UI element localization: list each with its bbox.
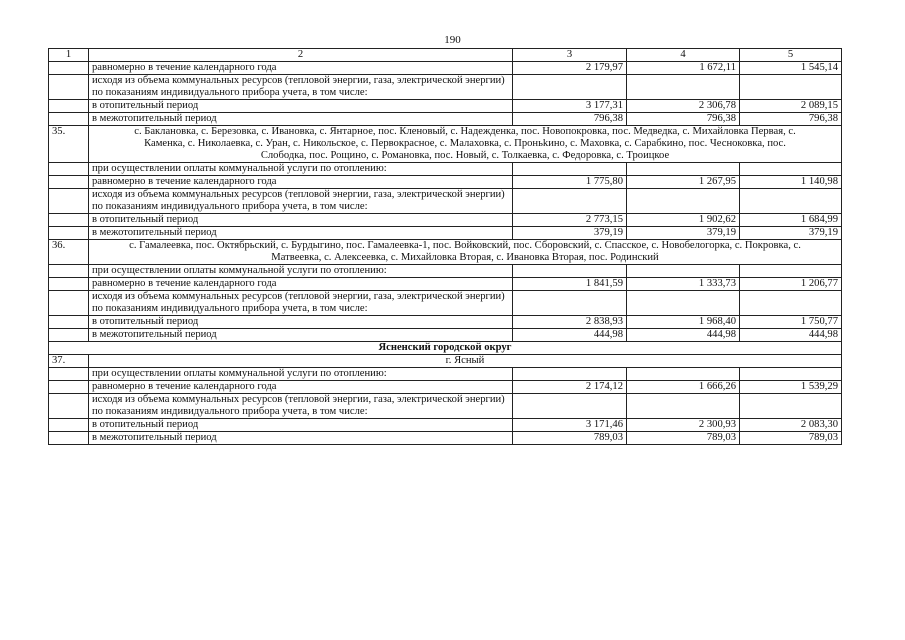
row-label: в межотопительный период <box>89 432 513 445</box>
value-cell: 1 841,59 <box>513 278 627 291</box>
table-row <box>49 432 842 445</box>
value-cell: 1 902,62 <box>627 214 740 227</box>
value-cell: 379,19 <box>513 227 627 240</box>
value-cell <box>513 265 627 278</box>
value-cell <box>513 163 627 176</box>
index-cell <box>49 227 89 240</box>
index-cell <box>49 329 89 342</box>
column-header: 4 <box>627 49 740 62</box>
value-cell: 1 968,40 <box>627 316 740 329</box>
district-heading-row <box>49 342 842 355</box>
value-cell: 3 177,31 <box>513 100 627 113</box>
table-header-row <box>49 49 842 62</box>
value-cell <box>513 368 627 381</box>
value-cell <box>740 291 842 316</box>
value-cell <box>513 189 627 214</box>
value-cell <box>740 265 842 278</box>
table-row <box>49 227 842 240</box>
row-label: при осуществлении оплаты коммунальной услуги по отоплению: <box>89 265 513 278</box>
index-cell <box>49 265 89 278</box>
value-cell <box>740 75 842 100</box>
table-row <box>49 316 842 329</box>
settlement-list: г. Ясный <box>89 355 842 368</box>
value-cell <box>513 291 627 316</box>
row-label: при осуществлении оплаты коммунальной услуги по отоплению: <box>89 368 513 381</box>
index-cell <box>49 419 89 432</box>
value-cell <box>740 394 842 419</box>
value-cell <box>627 291 740 316</box>
settlement-list: с. Гамалеевка, пос. Октябрьский, с. Бурдыгино, пос. Гамалеевка-1, пос. Войковский, пос. Сборовский, с. Спасское, с. Новобелогорка, с. Покровка, с. Матвеевка, с. Алексеевка, с. Михайловка Вторая, с. Ивановка Вторая, пос. Родинский <box>89 240 842 265</box>
index-cell <box>49 278 89 291</box>
index-cell <box>49 100 89 113</box>
index-cell <box>49 368 89 381</box>
value-cell <box>513 75 627 100</box>
row-label: в отопительный период <box>89 316 513 329</box>
table-row <box>49 75 842 100</box>
index-cell <box>49 381 89 394</box>
column-header: 3 <box>513 49 627 62</box>
value-cell: 1 672,11 <box>627 62 740 75</box>
column-header: 5 <box>740 49 842 62</box>
index-cell <box>49 75 89 100</box>
row-label: равномерно в течение календарного года <box>89 381 513 394</box>
index-cell <box>49 189 89 214</box>
column-header: 1 <box>49 49 89 62</box>
value-cell: 1 775,80 <box>513 176 627 189</box>
row-label: равномерно в течение календарного года <box>89 278 513 291</box>
row-number: 37. <box>49 355 89 368</box>
value-cell <box>627 368 740 381</box>
table-row <box>49 176 842 189</box>
value-cell: 1 539,29 <box>740 381 842 394</box>
row-label: в отопительный период <box>89 214 513 227</box>
tariff-table <box>48 48 842 445</box>
table-row <box>49 419 842 432</box>
value-cell: 2 838,93 <box>513 316 627 329</box>
table-row <box>49 113 842 126</box>
index-cell <box>49 113 89 126</box>
district-heading: Ясненский городской округ <box>49 342 842 355</box>
value-cell: 789,03 <box>627 432 740 445</box>
value-cell <box>740 163 842 176</box>
table-row <box>49 100 842 113</box>
value-cell: 2 300,93 <box>627 419 740 432</box>
value-cell: 2 083,30 <box>740 419 842 432</box>
index-cell <box>49 176 89 189</box>
row-label: исходя из объема коммунальных ресурсов (тепловой энергии, газа, электрической энергии) по показаниям индивидуального прибора учета, в том числе: <box>89 75 513 100</box>
value-cell: 789,03 <box>513 432 627 445</box>
index-cell <box>49 394 89 419</box>
row-label: при осуществлении оплаты коммунальной услуги по отоплению: <box>89 163 513 176</box>
table-row <box>49 163 842 176</box>
value-cell: 1 750,77 <box>740 316 842 329</box>
table-row <box>49 278 842 291</box>
column-header: 2 <box>89 49 513 62</box>
value-cell: 1 333,73 <box>627 278 740 291</box>
row-label: исходя из объема коммунальных ресурсов (тепловой энергии, газа, электрической энергии) по показаниям индивидуального прибора учета, в том числе: <box>89 394 513 419</box>
table-row <box>49 394 842 419</box>
value-cell: 1 684,99 <box>740 214 842 227</box>
value-cell: 444,98 <box>513 329 627 342</box>
row-label: равномерно в течение календарного года <box>89 62 513 75</box>
value-cell: 1 666,26 <box>627 381 740 394</box>
value-cell <box>627 163 740 176</box>
table-row <box>49 329 842 342</box>
value-cell: 379,19 <box>740 227 842 240</box>
value-cell: 3 171,46 <box>513 419 627 432</box>
value-cell: 1 267,95 <box>627 176 740 189</box>
value-cell: 796,38 <box>513 113 627 126</box>
value-cell: 789,03 <box>740 432 842 445</box>
row-number: 36. <box>49 240 89 265</box>
index-cell <box>49 291 89 316</box>
table-row <box>49 189 842 214</box>
row-label: в отопительный период <box>89 100 513 113</box>
settlement-row <box>49 355 842 368</box>
value-cell <box>513 394 627 419</box>
value-cell: 796,38 <box>740 113 842 126</box>
settlement-list: с. Баклановка, с. Березовка, с. Ивановка, с. Янтарное, пос. Кленовый, с. Надежденка, пос. Новопокровка, пос. Медведка, с. Михайловка Первая, с. Каменка, с. Николаевка, с. Уран, с. Никольское, с. Первокрасное, с. Малаховка, с. Проньkино, с. Маховка, с. Сарабкино, пос. Чесноковка, пос. Слободка, пос. Рощино, с. Романовка, пос. Новый, с. Толкаевка, с. Федоровка, с. Троицкое <box>89 126 842 163</box>
row-label: исходя из объема коммунальных ресурсов (тепловой энергии, газа, электрической энергии) по показаниям индивидуального прибора учета, в том числе: <box>89 291 513 316</box>
row-label: в отопительный период <box>89 419 513 432</box>
table-row <box>49 368 842 381</box>
value-cell <box>740 368 842 381</box>
index-cell <box>49 163 89 176</box>
table-row <box>49 214 842 227</box>
row-label: равномерно в течение календарного года <box>89 176 513 189</box>
value-cell: 1 545,14 <box>740 62 842 75</box>
value-cell: 444,98 <box>627 329 740 342</box>
row-number: 35. <box>49 126 89 163</box>
value-cell: 2 089,15 <box>740 100 842 113</box>
table-row <box>49 381 842 394</box>
value-cell: 1 206,77 <box>740 278 842 291</box>
index-cell <box>49 432 89 445</box>
value-cell <box>740 189 842 214</box>
value-cell: 796,38 <box>627 113 740 126</box>
value-cell <box>627 189 740 214</box>
value-cell: 2 174,12 <box>513 381 627 394</box>
value-cell: 1 140,98 <box>740 176 842 189</box>
table-row <box>49 291 842 316</box>
index-cell <box>49 316 89 329</box>
row-label: в межотопительный период <box>89 329 513 342</box>
settlement-row <box>49 240 842 265</box>
index-cell <box>49 62 89 75</box>
page-number: 190 <box>444 34 461 46</box>
value-cell: 2 306,78 <box>627 100 740 113</box>
value-cell <box>627 75 740 100</box>
value-cell: 2 773,15 <box>513 214 627 227</box>
value-cell <box>627 394 740 419</box>
table-row <box>49 62 842 75</box>
settlement-row <box>49 126 842 163</box>
value-cell: 444,98 <box>740 329 842 342</box>
value-cell: 2 179,97 <box>513 62 627 75</box>
table-row <box>49 265 842 278</box>
value-cell: 379,19 <box>627 227 740 240</box>
row-label: в межотопительный период <box>89 113 513 126</box>
index-cell <box>49 214 89 227</box>
row-label: исходя из объема коммунальных ресурсов (тепловой энергии, газа, электрической энергии) по показаниям индивидуального прибора учета, в том числе: <box>89 189 513 214</box>
row-label: в межотопительный период <box>89 227 513 240</box>
value-cell <box>627 265 740 278</box>
